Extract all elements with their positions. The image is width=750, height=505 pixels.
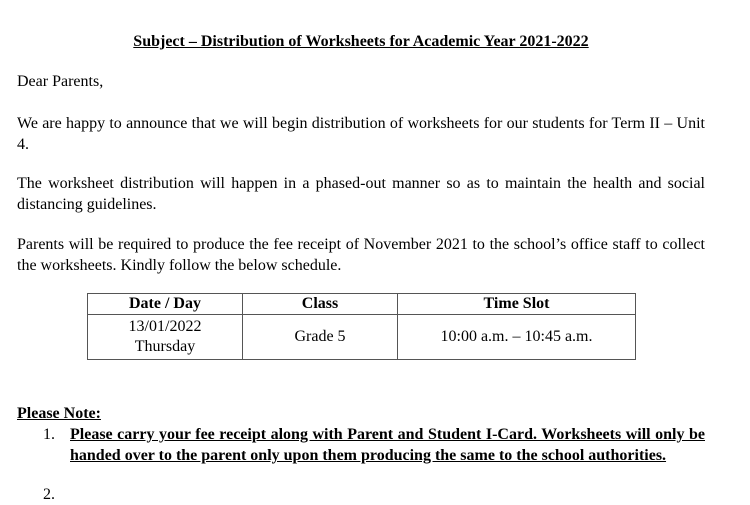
cell-time-slot: 10:00 a.m. – 10:45 a.m. (398, 315, 636, 360)
paragraph-fee-receipt: Parents will be required to produce the fee receipt of November 2021 to the school’s office staff to collect the worksheets. Kindly follow the below schedule. (17, 236, 705, 274)
cell-day: Thursday (134, 338, 196, 355)
schedule-table (87, 293, 636, 360)
note-number: 2. (43, 486, 55, 503)
column-header-date-day: Date / Day (88, 294, 243, 315)
column-header-class: Class (243, 294, 398, 315)
table-header-row (88, 294, 636, 315)
column-header-time-slot: Time Slot (398, 294, 636, 315)
notes-title: Please Note: (17, 405, 101, 422)
note-text: Please carry your fee receipt along with Parent and Student I-Card. Worksheets will only be handed over to the parent only upon them producing the same to the school authorities. (70, 426, 705, 464)
paragraph-announcement: We are happy to announce that we will begin distribution of worksheets for our students for Term II – Unit 4. (17, 115, 705, 153)
note-number: 1. (43, 426, 55, 443)
cell-date-day (88, 315, 243, 360)
table-row (88, 315, 636, 360)
salutation: Dear Parents, (17, 73, 104, 90)
letter-subject: Subject – Distribution of Worksheets for Academic Year 2021-2022 (133, 33, 589, 50)
cell-date: 13/01/2022 (128, 318, 202, 335)
paragraph-distribution-manner: The worksheet distribution will happen in a phased-out manner so as to maintain the health and social distancing guidelines. (17, 175, 705, 213)
cell-class: Grade 5 (243, 315, 398, 360)
note-item (17, 424, 705, 466)
